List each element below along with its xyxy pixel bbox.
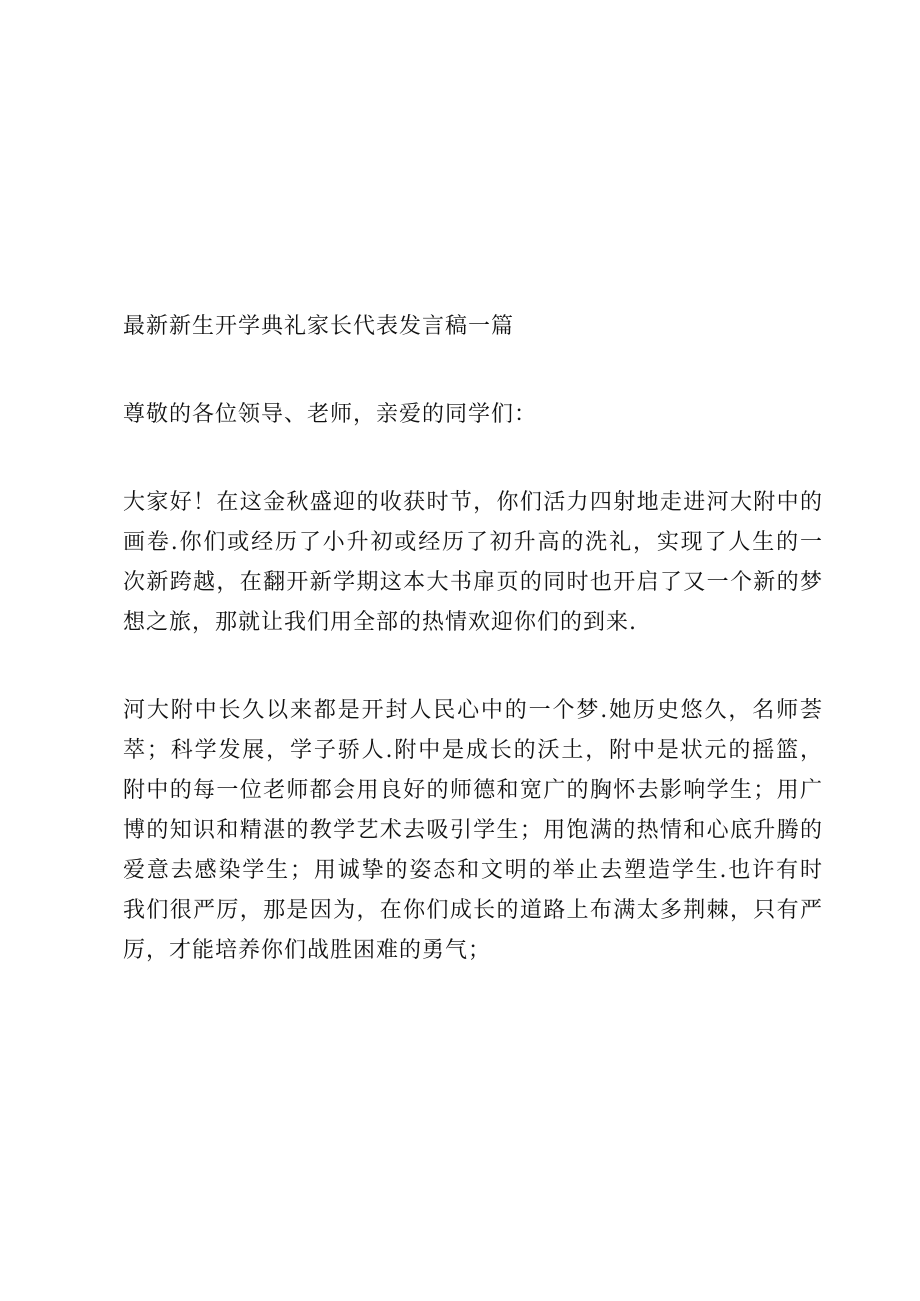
paragraph-2 [123,691,823,971]
greeting-line: 尊敬的各位领导、老师，亲爱的同学们： [123,402,538,427]
paragraph-line: 爱意去感染学生；用诚挚的姿态和文明的举止去塑造学生.也许有时 [123,858,823,883]
paragraph-line: 想之旅，那就让我们用全部的热情欢迎你们的到来. [123,610,637,635]
paragraph-line: 博的知识和精湛的教学艺术去吸引学生；用饱满的热情和心底升腾的 [123,818,823,843]
paragraph-line: 我们很严厉，那是因为，在你们成长的道路上布满太多荆棘，只有严 [123,898,823,923]
paragraph-line: 画卷.你们或经历了小升初或经历了初升高的洗礼，实现了人生的一 [123,530,823,555]
document-content [123,307,823,971]
paragraph-line: 次新跨越，在翻开新学期这本大书扉页的同时也开启了又一个新的梦 [123,570,823,595]
paragraph-1 [123,483,823,643]
paragraph-line: 河大附中长久以来都是开封人民心中的一个梦.她历史悠久，名师荟 [123,698,823,723]
document-title: 最新新生开学典礼家长代表发言稿一篇 [123,314,515,339]
paragraph-line: 附中的每一位老师都会用良好的师德和宽广的胸怀去影响学生；用广 [123,778,823,803]
paragraph-line: 萃；科学发展，学子骄人.附中是成长的沃土，附中是状元的摇篮， [123,738,823,763]
paragraph-line: 大家好！在这金秋盛迎的收获时节，你们活力四射地走进河大附中的 [123,490,823,515]
paragraph-line: 厉，才能培养你们战胜困难的勇气； [123,938,492,963]
